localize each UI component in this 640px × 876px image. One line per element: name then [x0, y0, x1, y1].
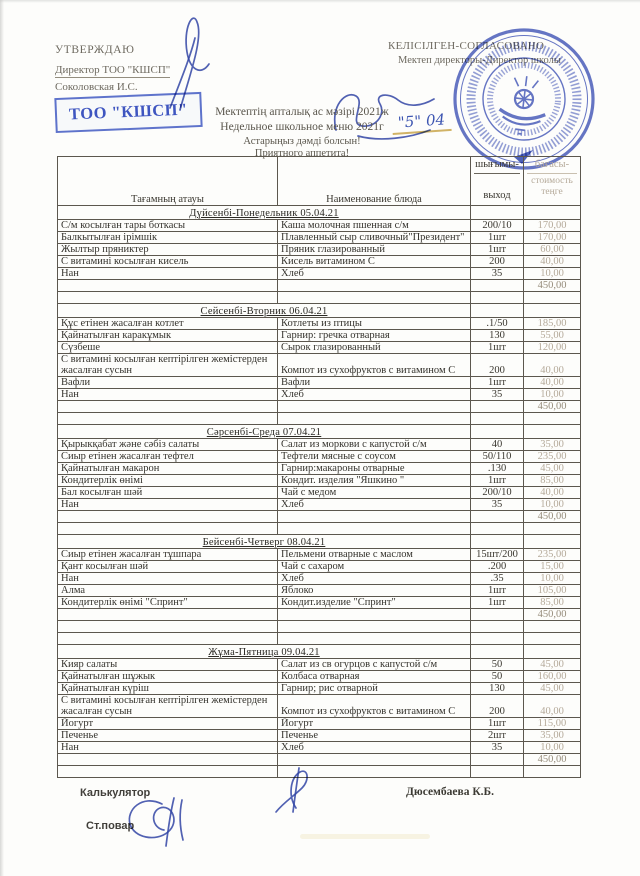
- empty-cell: [471, 206, 524, 220]
- school-director-line: Мектеп директоры-Директор школы: [398, 55, 561, 66]
- header-price-ru-line: стоимость: [531, 176, 573, 186]
- dish-name-kk: Қырыкқабат және сәбіз салаты: [58, 439, 278, 451]
- day-title: [58, 206, 471, 220]
- dish-output: 1шт: [471, 244, 524, 256]
- menu-row: [58, 256, 581, 268]
- day-title: [58, 304, 471, 318]
- dish-output: 130: [471, 330, 524, 342]
- dish-name-kk: Печенье: [58, 730, 278, 742]
- menu-row: [58, 377, 581, 389]
- dish-price: 235,00: [524, 451, 581, 463]
- dish-name-ru: Гарнир; рис отварной: [278, 683, 471, 695]
- dish-name-ru: Кондит.изделие "Спринт": [278, 597, 471, 609]
- day-title: [58, 535, 471, 549]
- empty-cell: [58, 511, 278, 523]
- menu-table: [57, 156, 581, 778]
- empty-cell: [58, 766, 278, 778]
- dish-price: 120,00: [524, 342, 581, 354]
- spacer-row: [58, 292, 581, 304]
- scan-smudge: [300, 834, 430, 839]
- dish-name-kk: Кондитерлік өнімі: [58, 475, 278, 487]
- dish-name-ru: Пряник глазированный: [278, 244, 471, 256]
- dish-name-kk: Йогурт: [58, 718, 278, 730]
- company-rect-stamp: ТОО "КШСП": [54, 92, 202, 133]
- menu-row: [58, 683, 581, 695]
- empty-cell: [524, 523, 581, 535]
- menu-row: [58, 718, 581, 730]
- menu-row: [58, 354, 581, 377]
- menu-row: [58, 671, 581, 683]
- day-total-price: 450,00: [524, 401, 581, 413]
- dish-price: 10,00: [524, 742, 581, 754]
- director-name: Соколовская И.С.: [55, 81, 138, 93]
- menu-row: [58, 585, 581, 597]
- dish-price: 45,00: [524, 463, 581, 475]
- empty-cell: [471, 511, 524, 523]
- empty-cell: [471, 645, 524, 659]
- dish-name-ru: Чай с медом: [278, 487, 471, 499]
- dish-output: 35: [471, 742, 524, 754]
- empty-cell: [58, 621, 278, 633]
- menu-row: [58, 487, 581, 499]
- table-header-row: [58, 157, 581, 206]
- menu-row: [58, 342, 581, 354]
- day-total-row: [58, 511, 581, 523]
- day-title: [58, 425, 471, 439]
- dish-price: 35,00: [524, 439, 581, 451]
- empty-cell: [278, 292, 471, 304]
- empty-cell: [58, 292, 278, 304]
- empty-cell: [278, 401, 471, 413]
- dish-name-ru: Кисель витамином С: [278, 256, 471, 268]
- dish-price: 45,00: [524, 683, 581, 695]
- dish-output: 200: [471, 354, 524, 377]
- dish-price: 55,00: [524, 330, 581, 342]
- empty-cell: [471, 304, 524, 318]
- dish-output: 200/10: [471, 220, 524, 232]
- dish-output: 35: [471, 268, 524, 280]
- dish-price: 40,00: [524, 377, 581, 389]
- dish-price: 40,00: [524, 695, 581, 718]
- empty-cell: [471, 609, 524, 621]
- menu-row: [58, 439, 581, 451]
- signer-name: Дюсембаева К.Б.: [406, 786, 495, 798]
- dish-name-kk: Сүзбеше: [58, 342, 278, 354]
- empty-cell: [278, 511, 471, 523]
- empty-cell: [58, 523, 278, 535]
- dish-name-kk: Нан: [58, 742, 278, 754]
- empty-cell: [58, 609, 278, 621]
- empty-cell: [278, 754, 471, 766]
- dish-name-ru: Печенье: [278, 730, 471, 742]
- empty-cell: [471, 425, 524, 439]
- dish-output: 15шт/200: [471, 549, 524, 561]
- dish-name-kk: С витамині косылған кисель: [58, 256, 278, 268]
- dish-output: .130: [471, 463, 524, 475]
- day-total-price: 450,00: [524, 280, 581, 292]
- dish-output: .1/50: [471, 318, 524, 330]
- title-kazakh: Мектептің апталық ас мәзірі 2021ж: [215, 106, 389, 118]
- dish-name-ru: Салат из моркови с капустой с/м: [278, 439, 471, 451]
- dish-name-kk: Қант косылған шәй: [58, 561, 278, 573]
- spacer-row: [58, 523, 581, 535]
- menu-row: [58, 659, 581, 671]
- dish-output: 1шт: [471, 597, 524, 609]
- day-total-row: [58, 754, 581, 766]
- dish-price: 10,00: [524, 499, 581, 511]
- dish-price: 10,00: [524, 573, 581, 585]
- header-output-ru: выход: [483, 190, 511, 201]
- empty-cell: [58, 413, 278, 425]
- dish-output: 1шт: [471, 718, 524, 730]
- empty-cell: [524, 535, 581, 549]
- day-header-row: [58, 304, 581, 318]
- greeting-kazakh: Астарыңыз дәмді болсын!: [243, 136, 361, 147]
- day-total-row: [58, 609, 581, 621]
- dish-price: 115,00: [524, 718, 581, 730]
- header-dish-kk: Тағамның атауы: [58, 157, 278, 206]
- day-title-text: Дүйсенбі-Понедельник 05.04.21: [189, 208, 339, 219]
- empty-cell: [471, 413, 524, 425]
- dish-name-kk: Кондитерлік өнімі "Спринт": [58, 597, 278, 609]
- dish-price: 40,00: [524, 354, 581, 377]
- greeting-russian: Приятного аппетита!: [254, 148, 350, 159]
- menu-row: [58, 330, 581, 342]
- empty-cell: [471, 766, 524, 778]
- spacer-row: [58, 621, 581, 633]
- calculator-label: Калькулятор: [80, 787, 151, 799]
- dish-output: 1шт: [471, 475, 524, 487]
- empty-cell: [58, 754, 278, 766]
- empty-cell: [471, 633, 524, 645]
- empty-cell: [58, 633, 278, 645]
- menu-row: [58, 389, 581, 401]
- day-header-row: [58, 535, 581, 549]
- dish-price: 170,00: [524, 232, 581, 244]
- day-title-text: Сәрсенбі-Среда 07.04.21: [206, 427, 322, 438]
- dish-name-kk: Құс етінен жасалған котлет: [58, 318, 278, 330]
- header-output: [471, 157, 524, 206]
- menu-row: [58, 244, 581, 256]
- empty-cell: [471, 401, 524, 413]
- header-price-kk: бағасы-: [527, 157, 577, 174]
- header-output-kk: шығымы-: [474, 157, 520, 174]
- dish-name-kk: С витамині косылған кептірілген жемістерден жасалған сусын: [58, 354, 278, 377]
- dish-output: 130: [471, 683, 524, 695]
- day-header-row: [58, 206, 581, 220]
- menu-row: [58, 451, 581, 463]
- dish-output: 35: [471, 389, 524, 401]
- document-title-block: [162, 106, 442, 160]
- empty-cell: [278, 523, 471, 535]
- dish-name-ru: Хлеб: [278, 499, 471, 511]
- menu-row: [58, 318, 581, 330]
- dish-name-kk: Бал косылған шәй: [58, 487, 278, 499]
- empty-cell: [524, 425, 581, 439]
- dish-name-kk: Нан: [58, 389, 278, 401]
- dish-output: 50/110: [471, 451, 524, 463]
- spacer-row: [58, 413, 581, 425]
- dish-name-ru: Компот из сухофруктов с витамином С: [278, 354, 471, 377]
- empty-cell: [471, 754, 524, 766]
- empty-cell: [58, 401, 278, 413]
- scan-edge: [0, 0, 640, 3]
- dish-price: 45,00: [524, 659, 581, 671]
- dish-name-kk: Жылтыр пряниктер: [58, 244, 278, 256]
- dish-output: 1шт: [471, 342, 524, 354]
- dish-price: 105,00: [524, 585, 581, 597]
- day-total-row: [58, 280, 581, 292]
- dish-name-ru: Хлеб: [278, 389, 471, 401]
- menu-row: [58, 463, 581, 475]
- dish-name-ru: Пельмени отварные с маслом: [278, 549, 471, 561]
- dish-name-kk: Нан: [58, 499, 278, 511]
- dish-name-ru: Сырок глазированный: [278, 342, 471, 354]
- empty-cell: [278, 413, 471, 425]
- dish-price: 35,00: [524, 730, 581, 742]
- dish-output: 1шт: [471, 232, 524, 244]
- dish-output: 200/10: [471, 487, 524, 499]
- dish-price: 10,00: [524, 268, 581, 280]
- dish-output: 40: [471, 439, 524, 451]
- dish-name-ru: Гарнир:макароны отварные: [278, 463, 471, 475]
- menu-row: [58, 742, 581, 754]
- dish-name-kk: С/м косылған тары боткасы: [58, 220, 278, 232]
- title-russian: Недельное школьное меню 2021г: [220, 121, 384, 133]
- dish-price: 40,00: [524, 256, 581, 268]
- menu-row: [58, 597, 581, 609]
- empty-cell: [471, 523, 524, 535]
- day-title-text: Сейсенбі-Вторник 06.04.21: [200, 306, 328, 317]
- dish-price: 170,00: [524, 220, 581, 232]
- header-price: [524, 157, 581, 206]
- dish-name-ru: Вафли: [278, 377, 471, 389]
- dish-name-ru: Колбаса отварная: [278, 671, 471, 683]
- dish-name-kk: Қайнатылған күріш: [58, 683, 278, 695]
- dish-name-kk: Нан: [58, 268, 278, 280]
- dish-name-ru: Кондит. изделия "Яшкино ": [278, 475, 471, 487]
- day-header-row: [58, 645, 581, 659]
- dish-output: 200: [471, 256, 524, 268]
- agreed-label: КЕЛІСІЛГЕН-СОГЛАСОВАНО: [388, 40, 545, 52]
- day-title-text: Бейсенбі-Четверг 08.04.21: [202, 537, 326, 548]
- dish-output: 50: [471, 659, 524, 671]
- chef-signature-icon: [120, 792, 200, 850]
- dish-output: .200: [471, 561, 524, 573]
- empty-cell: [278, 633, 471, 645]
- dish-name-ru: Плавленный сыр сливочный"Президент": [278, 232, 471, 244]
- menu-row: [58, 232, 581, 244]
- dish-name-kk: Кияр салаты: [58, 659, 278, 671]
- dish-name-kk: Вафли: [58, 377, 278, 389]
- dish-name-kk: Сиыр етінен жасалған тұшпара: [58, 549, 278, 561]
- dish-price: 85,00: [524, 597, 581, 609]
- empty-cell: [278, 280, 471, 292]
- dish-price: 160,00: [524, 671, 581, 683]
- dish-output: 35: [471, 499, 524, 511]
- dish-name-ru: Тефтели мясные с соусом: [278, 451, 471, 463]
- dish-name-ru: Каша молочная пшенная с/м: [278, 220, 471, 232]
- dish-price: 10,00: [524, 389, 581, 401]
- scan-edge: [0, 0, 4, 876]
- menu-row: [58, 730, 581, 742]
- approve-label: УТВЕРЖДАЮ: [55, 44, 135, 56]
- menu-row: [58, 220, 581, 232]
- dish-name-kk: Қайнатылған каракұмык: [58, 330, 278, 342]
- dish-name-kk: Алма: [58, 585, 278, 597]
- menu-row: [58, 695, 581, 718]
- empty-cell: [524, 645, 581, 659]
- dish-name-kk: Қайнатылған макарон: [58, 463, 278, 475]
- dish-output: 2шт: [471, 730, 524, 742]
- calculator-signature-icon: [268, 766, 320, 814]
- empty-cell: [58, 280, 278, 292]
- menu-row: [58, 549, 581, 561]
- empty-cell: [471, 621, 524, 633]
- menu-row: [58, 268, 581, 280]
- empty-cell: [278, 609, 471, 621]
- director-signature-icon: [150, 10, 222, 114]
- day-total-price: 450,00: [524, 511, 581, 523]
- header-price-unit: теңге: [541, 187, 563, 197]
- day-title: [58, 645, 471, 659]
- dish-price: 40,00: [524, 487, 581, 499]
- dish-output: 200: [471, 695, 524, 718]
- dish-name-ru: Яблоко: [278, 585, 471, 597]
- dish-output: 50: [471, 671, 524, 683]
- dish-name-ru: Котлеты из птицы: [278, 318, 471, 330]
- dish-price: 60,00: [524, 244, 581, 256]
- chef-label: Ст.повар: [86, 820, 135, 832]
- dish-name-ru: Гарнир: гречка отварная: [278, 330, 471, 342]
- empty-cell: [524, 304, 581, 318]
- dish-price: 235,00: [524, 549, 581, 561]
- dish-name-ru: Хлеб: [278, 742, 471, 754]
- header-price-ru: [527, 174, 577, 205]
- dish-name-ru: Компот из сухофруктов с витамином С: [278, 695, 471, 718]
- dish-output: .35: [471, 573, 524, 585]
- menu-row: [58, 561, 581, 573]
- dish-name-kk: Нан: [58, 573, 278, 585]
- dish-name-kk: Сиыр етінен жасалған тефтел: [58, 451, 278, 463]
- menu-row: [58, 499, 581, 511]
- day-total-price: 450,00: [524, 754, 581, 766]
- dish-name-kk: С витамині косылған кептірілген жемістерден жасалған сусын: [58, 695, 278, 718]
- empty-cell: [524, 292, 581, 304]
- dish-price: 185,00: [524, 318, 581, 330]
- empty-cell: [471, 292, 524, 304]
- empty-cell: [471, 280, 524, 292]
- menu-row: [58, 573, 581, 585]
- dish-name-kk: Қайнатылған шұжык: [58, 671, 278, 683]
- day-header-row: [58, 425, 581, 439]
- empty-cell: [524, 413, 581, 425]
- dish-price: 15,00: [524, 561, 581, 573]
- dish-price: 85,00: [524, 475, 581, 487]
- empty-cell: [471, 535, 524, 549]
- header-dish-ru: Наименование блюда: [278, 157, 471, 206]
- dish-name-ru: Хлеб: [278, 573, 471, 585]
- empty-cell: [524, 766, 581, 778]
- empty-cell: [278, 621, 471, 633]
- dish-name-ru: Салат из св огурцов с капустой с/м: [278, 659, 471, 671]
- dish-output: 1шт: [471, 377, 524, 389]
- handwritten-date: "5" 04: [391, 110, 452, 135]
- director-line: Директор ТОО "КШСП": [55, 64, 171, 76]
- day-title-text: Жұма-Пятница 09.04.21: [208, 647, 320, 658]
- dish-name-kk: Балкытылған ірімшік: [58, 232, 278, 244]
- day-total-row: [58, 401, 581, 413]
- empty-cell: [524, 206, 581, 220]
- empty-cell: [524, 621, 581, 633]
- menu-row: [58, 475, 581, 487]
- dish-name-ru: Хлеб: [278, 268, 471, 280]
- empty-cell: [524, 633, 581, 645]
- dish-name-ru: Чай с сахаром: [278, 561, 471, 573]
- spacer-row: [58, 633, 581, 645]
- day-total-price: 450,00: [524, 609, 581, 621]
- dish-name-ru: Йогурт: [278, 718, 471, 730]
- dish-output: 1шт: [471, 585, 524, 597]
